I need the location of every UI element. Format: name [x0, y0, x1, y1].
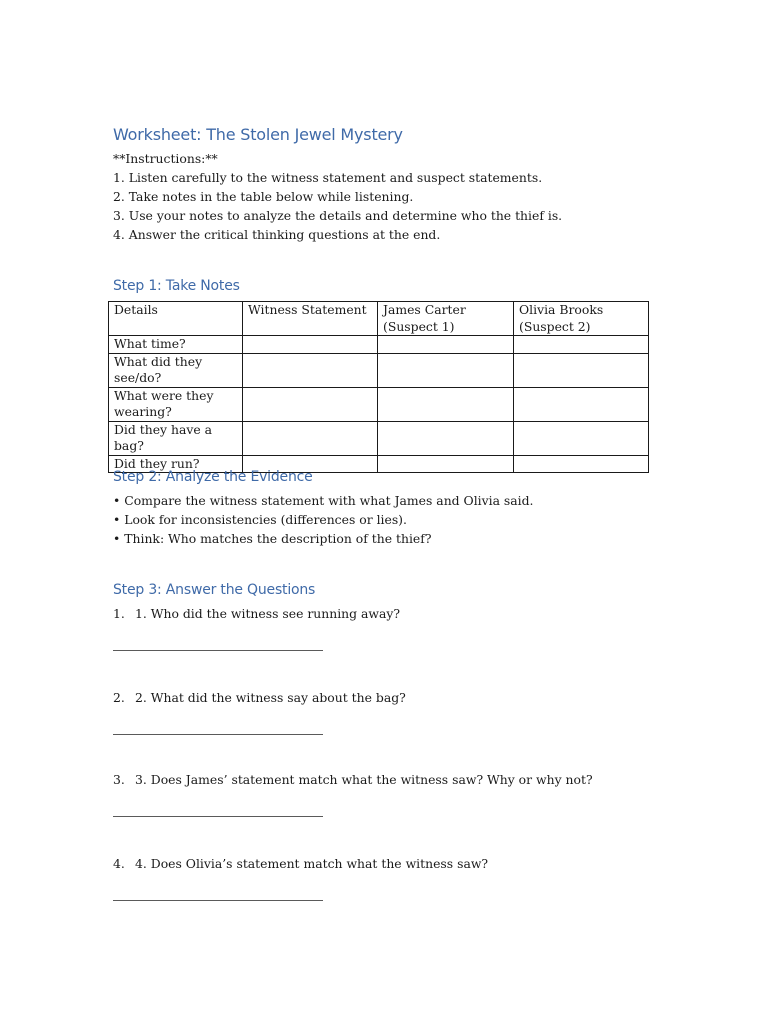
notes-table — [108, 301, 649, 473]
table-cell[interactable] — [514, 336, 649, 354]
instruction-item: 2. Take notes in the table below while listening. — [113, 189, 414, 204]
question-number: 1. — [113, 606, 125, 621]
table-cell[interactable] — [243, 336, 378, 354]
question-text: 3. Does James’ statement match what the witness saw? Why or why not? — [135, 772, 593, 787]
row-label: Did they run? — [109, 455, 243, 473]
table-row — [109, 336, 649, 354]
question-text: 2. What did the witness say about the bag? — [135, 690, 406, 705]
answer-line[interactable] — [113, 650, 323, 651]
evidence-bullet: • Think: Who matches the description of the thief? — [113, 531, 432, 546]
row-label: What time? — [109, 336, 243, 354]
table-cell[interactable] — [514, 353, 649, 387]
column-header-james: James Carter (Suspect 1) — [378, 302, 514, 336]
table-cell[interactable] — [243, 387, 378, 421]
table-row — [109, 387, 649, 421]
question-item — [113, 689, 406, 706]
instruction-item: 3. Use your notes to analyze the details and determine who the thief is. — [113, 208, 563, 223]
step1-heading: Step 1: Take Notes — [113, 278, 240, 294]
step3-heading: Step 3: Answer the Questions — [113, 582, 316, 598]
table-cell[interactable] — [378, 336, 514, 354]
table-cell[interactable] — [514, 387, 649, 421]
evidence-bullet: • Compare the witness statement with what James and Olivia said. — [113, 493, 534, 508]
table-cell[interactable] — [514, 455, 649, 473]
answer-line[interactable] — [113, 900, 323, 901]
page-title: Worksheet: The Stolen Jewel Mystery — [113, 125, 403, 144]
instructions-label: **Instructions:** — [113, 151, 218, 166]
instruction-item: 1. Listen carefully to the witness statement and suspect statements. — [113, 170, 543, 185]
table-cell[interactable] — [514, 421, 649, 455]
table-cell[interactable] — [378, 353, 514, 387]
table-cell[interactable] — [243, 353, 378, 387]
question-item — [113, 605, 400, 622]
table-cell[interactable] — [378, 455, 514, 473]
evidence-bullet: • Look for inconsistencies (differences or lies). — [113, 512, 407, 527]
table-row — [109, 421, 649, 455]
question-number: 2. — [113, 690, 125, 705]
answer-line[interactable] — [113, 816, 323, 817]
question-item — [113, 855, 488, 872]
step2-heading: Step 2: Analyze the Evidence — [113, 469, 313, 485]
row-label: What were they wearing? — [109, 387, 243, 421]
column-header-olivia: Olivia Brooks (Suspect 2) — [514, 302, 649, 336]
column-header-details: Details — [109, 302, 243, 336]
row-label: What did they see/do? — [109, 353, 243, 387]
instruction-item: 4. Answer the critical thinking questions at the end. — [113, 227, 441, 242]
row-label: Did they have a bag? — [109, 421, 243, 455]
table-cell[interactable] — [378, 421, 514, 455]
table-cell[interactable] — [243, 421, 378, 455]
question-number: 4. — [113, 856, 125, 871]
table-row — [109, 353, 649, 387]
question-item — [113, 771, 593, 788]
column-header-witness: Witness Statement — [243, 302, 378, 336]
question-text: 1. Who did the witness see running away? — [135, 606, 401, 621]
question-text: 4. Does Olivia’s statement match what the witness saw? — [135, 856, 489, 871]
table-cell[interactable] — [378, 387, 514, 421]
table-header-row — [109, 302, 649, 336]
question-number: 3. — [113, 772, 125, 787]
answer-line[interactable] — [113, 734, 323, 735]
